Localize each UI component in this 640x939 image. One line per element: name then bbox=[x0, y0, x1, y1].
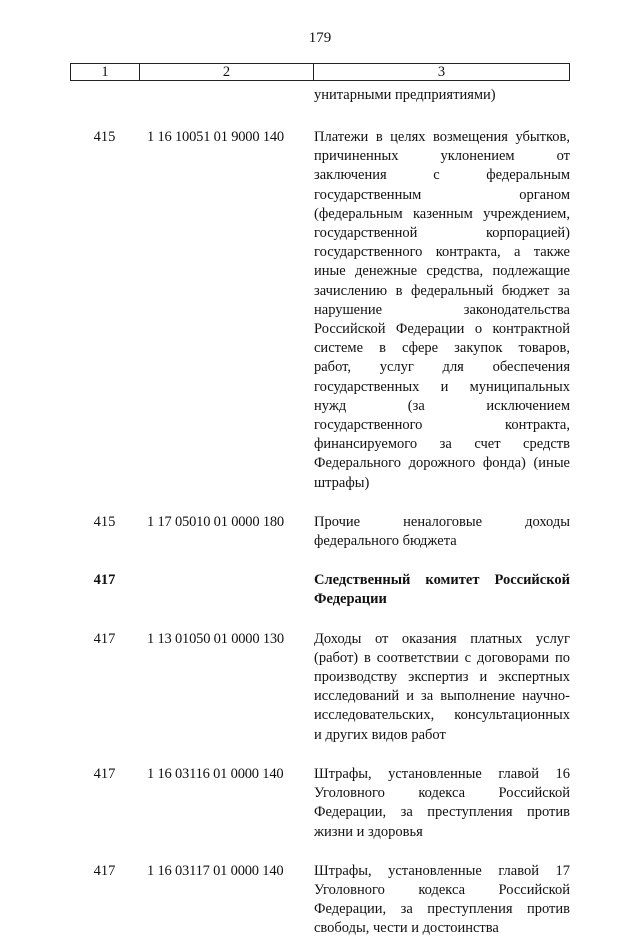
description-line: государственным органом bbox=[314, 186, 570, 203]
description-line: государственной корпорацией) bbox=[314, 225, 570, 242]
admin-code: 417 bbox=[93, 630, 116, 647]
admin-code: 415 bbox=[93, 513, 116, 530]
table-body bbox=[0, 86, 640, 939]
description-line: нужд (за исключением bbox=[314, 397, 570, 414]
description-line: Доходы от оказания платных услуг bbox=[314, 630, 570, 647]
description-line: Уголовного кодекса Российской bbox=[314, 785, 570, 802]
budget-code: 1 16 03117 01 0000 140 bbox=[147, 862, 284, 879]
continuation-row bbox=[0, 86, 640, 106]
description-line: производству экспертиз и экспертных bbox=[314, 669, 570, 686]
description-line: Платежи в целях возмещения убытков, bbox=[314, 129, 570, 145]
continuation-text: унитарными предприятиями) bbox=[314, 87, 496, 103]
description-line: финансируемого за счет средств bbox=[314, 436, 570, 453]
description-line: Штрафы, установленные главой 16 bbox=[314, 765, 570, 782]
description-line: Уголовного кодекса Российской bbox=[314, 881, 570, 898]
admin-code: 417 bbox=[93, 862, 116, 879]
description-line: Федерации bbox=[314, 591, 387, 608]
income-description bbox=[314, 513, 570, 551]
description-line: причиненных уклонением от bbox=[314, 148, 570, 165]
budget-code: 1 17 05010 01 0000 180 bbox=[147, 513, 284, 530]
admin-code: 417 bbox=[93, 765, 116, 782]
description-line: Следственный комитет Российской bbox=[314, 572, 570, 589]
description-line: жизни и здоровья bbox=[314, 823, 423, 840]
description-line: Федерального дорожного фонда) (иные bbox=[314, 455, 570, 472]
income-description bbox=[314, 862, 570, 939]
admin-code: 417 bbox=[93, 572, 116, 589]
budget-code: 1 16 10051 01 9000 140 bbox=[147, 129, 284, 145]
description-line: иные денежные средства, подлежащие bbox=[314, 263, 570, 280]
description-line: работ, услуг для обеспечения bbox=[314, 359, 570, 376]
budget-code: 1 13 01050 01 0000 130 bbox=[147, 630, 284, 647]
description-line: государственных и муниципальных bbox=[314, 378, 570, 395]
table-row bbox=[0, 571, 640, 609]
table-row bbox=[0, 630, 640, 745]
description-line: государственного контракта, bbox=[314, 417, 570, 434]
description-line: заключения с федеральным bbox=[314, 167, 570, 184]
description-line: Штрафы, установленные главой 17 bbox=[314, 862, 570, 879]
header-col-2: 2 bbox=[140, 64, 314, 80]
header-col-3: 3 bbox=[437, 64, 446, 80]
table-rows bbox=[0, 128, 640, 939]
income-description bbox=[314, 630, 570, 745]
table-row bbox=[0, 513, 640, 551]
description-line: исследовательских, консультационных bbox=[314, 707, 570, 724]
description-line: штрафы) bbox=[314, 474, 370, 491]
description-line: свободы, чести и достоинства bbox=[314, 920, 499, 937]
description-line: и других видов работ bbox=[314, 726, 446, 743]
description-line: федерального бюджета bbox=[314, 533, 457, 550]
description-line: нарушение законодательства bbox=[314, 301, 570, 318]
header-col-1: 1 bbox=[71, 64, 140, 80]
page-number: 179 bbox=[308, 30, 332, 46]
description-line: (работ) в соответствии с договорами по bbox=[314, 649, 570, 666]
income-description bbox=[314, 571, 570, 609]
description-line: системе в сфере закупок товаров, bbox=[314, 340, 570, 357]
table-header bbox=[70, 63, 570, 81]
table-row bbox=[0, 862, 640, 939]
description-line: (федеральным казенным учреждением, bbox=[314, 205, 570, 222]
budget-code: 1 16 03116 01 0000 140 bbox=[147, 765, 284, 782]
description-line: государственного контракта, а также bbox=[314, 244, 570, 261]
description-line: Федерации, за преступления против bbox=[314, 804, 570, 821]
income-description bbox=[314, 765, 570, 842]
description-line: зачислению в федеральный бюджет за bbox=[314, 282, 570, 299]
table-row bbox=[0, 128, 640, 493]
table-row bbox=[0, 765, 640, 842]
description-line: Федерации, за преступления против bbox=[314, 901, 570, 918]
admin-code: 415 bbox=[93, 129, 116, 145]
income-description bbox=[314, 128, 570, 493]
description-line: Российской Федерации о контрактной bbox=[314, 321, 570, 338]
description-line: Прочие неналоговые доходы bbox=[314, 513, 570, 530]
description-line: исследований и за выполнение научно- bbox=[314, 688, 570, 705]
